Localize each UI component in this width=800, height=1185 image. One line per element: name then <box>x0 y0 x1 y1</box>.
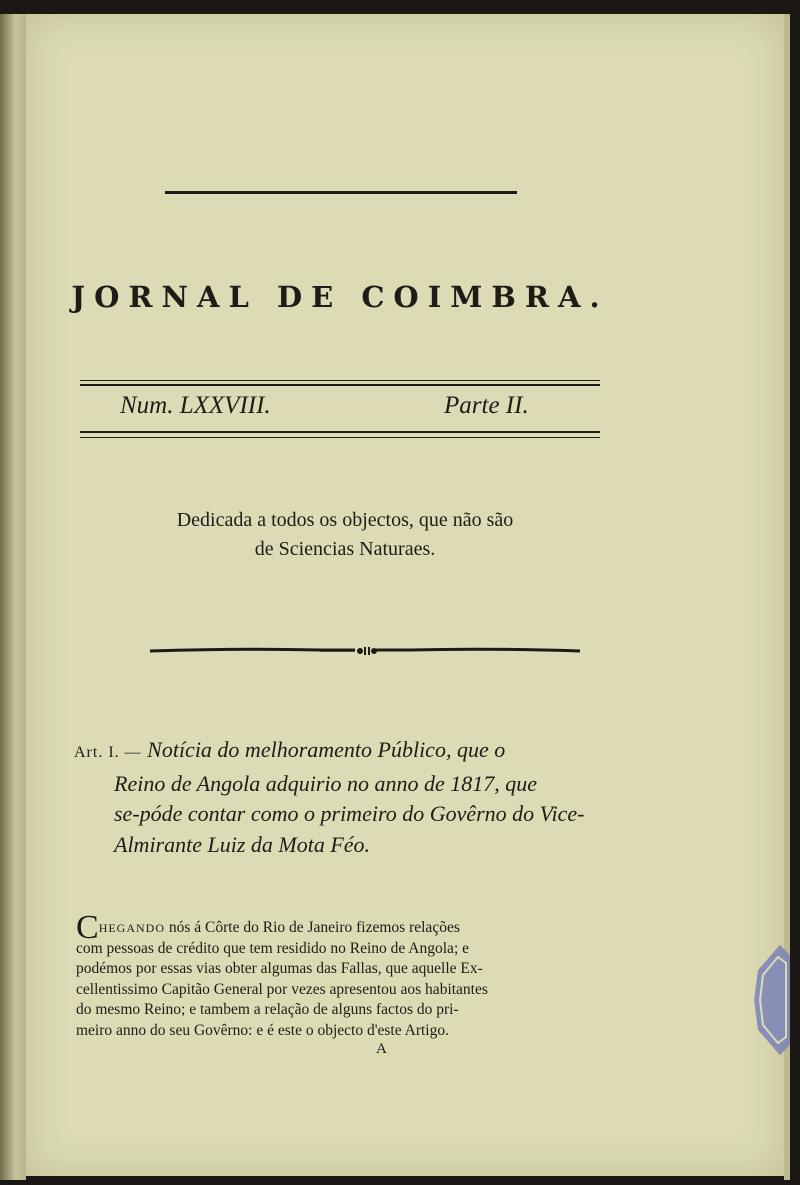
body-line-2: com pessoas de crédito que tem residido no Reino de Angola; e <box>76 939 470 957</box>
article-title-line-4: Almirante Luiz da Mota Féo. <box>114 831 371 857</box>
ornamental-divider <box>150 642 580 660</box>
article-title-line-1: Notícia do melhoramento Público, que o <box>147 737 506 762</box>
masthead-title: JORNAL DE COIMBRA. <box>71 280 609 314</box>
issue-number: Num. LXXVIII. <box>120 392 271 419</box>
rule-below-thin <box>80 437 600 438</box>
rule-above-thin <box>80 380 600 381</box>
article-label: Art. I. — <box>74 744 142 761</box>
article-title-line-2: Reino de Angola adquirio no anno de 1817, que <box>114 770 538 796</box>
dedication-line-1: Dedicada a todos os objectos, que não são <box>176 509 514 531</box>
drop-cap: C <box>76 909 99 946</box>
rule-below-thick <box>80 431 600 433</box>
small-caps-word: HEGANDO <box>98 921 166 935</box>
body-line-4: cellentissimo Capitão General por vezes apresentou aos habitantes <box>76 980 488 998</box>
body-line-3: podémos por essas vias obter algumas das Fallas, que aquelle Ex- <box>76 960 483 977</box>
rule-above-thick <box>80 384 600 386</box>
dedication-line-2: de Sciencias Naturaes. <box>254 538 436 560</box>
body-line-6: meiro anno do seu Govêrno: e é este o objecto d'este Artigo. <box>76 1021 449 1039</box>
issue-part: Parte II. <box>444 392 529 419</box>
article-title-line-3: se-póde contar como o primeiro do Govêrno do Vice- <box>114 801 585 826</box>
body-line-1 <box>76 909 616 946</box>
article-heading <box>74 735 614 860</box>
top-rule <box>165 191 517 194</box>
body-line-1-text: nós á Côrte do Rio de Janeiro fizemos relações <box>165 919 460 936</box>
book-gutter <box>0 14 26 1180</box>
library-stamp <box>750 945 790 1055</box>
body-paragraph <box>76 909 616 1041</box>
body-line-5: do mesmo Reino; e tambem a relação de alguns factos do pri- <box>76 1001 459 1018</box>
signature-mark: A <box>376 1041 387 1057</box>
